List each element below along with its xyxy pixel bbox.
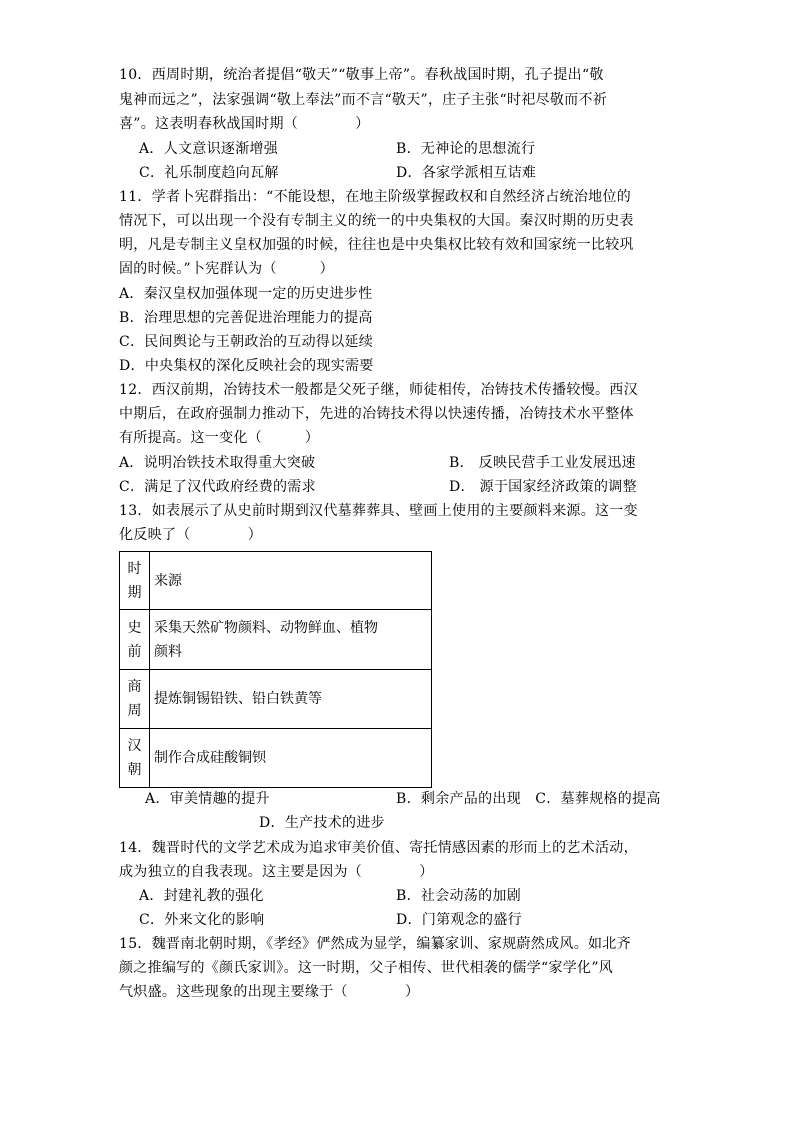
table-row-source (150, 670, 432, 729)
question-11-stem-line-3: 明，凡是专制主义皇权加强的时候，往往也是中央集权比较有效和国家统一比较巩 (119, 237, 634, 253)
question-15-stem-line-1: 15．魏晋南北朝时期，《孝经》俨然成为显学，编纂家训、家规蔚然成风。如北齐 (119, 936, 631, 952)
question-15-stem-line-3: 气炽盛。这些现象的出现主要缘于（ ） (119, 984, 420, 1000)
question-10-stem-line-2: 鬼神而远之”，法家强调“敬上奉法”而不言“敬天”，庄子主张“时祀尽敬而不祈 (119, 92, 608, 108)
table-row-source-line-1: 采集天然矿物颜料、动物鲜血、植物 (154, 619, 378, 636)
table-header-source: 来源 (150, 552, 432, 610)
question-11-option-b: B．治理思想的完善促进治理能力的提高 (119, 310, 373, 326)
table-header-period-char-1: 时 (127, 560, 142, 577)
table-row-source (150, 729, 432, 788)
question-12-stem-line-2: 中期后，在政府强制力推动下，先进的冶铸技术得以快速传播，冶铸技术水平整体 (119, 406, 634, 422)
question-11-option-d: D．中央集权的深化反映社会的现实需要 (119, 358, 374, 374)
table-row-period (120, 670, 150, 729)
question-13-option-a: A．审美情趣的提升 (145, 791, 270, 807)
question-11-stem-line-4: 固的时候。”卜宪群认为（ ） (119, 261, 334, 277)
pigment-source-table (119, 551, 432, 788)
question-14-option-d: D．门第观念的盛行 (396, 912, 522, 928)
table-row-period (120, 729, 150, 788)
question-11-stem-line-1: 11．学者卜宪群指出：“不能设想，在地主阶级掌握政权和自然经济占统治地位的 (119, 189, 632, 205)
table-row-period-char-2: 朝 (127, 762, 142, 778)
table-header-row (120, 552, 432, 610)
question-13-option-d: D．生产技术的进步 (259, 815, 385, 831)
question-14-option-c: C．外来文化的影响 (139, 912, 265, 928)
table-row-period-char-1: 汉 (127, 738, 142, 754)
question-12-stem-line-3: 有所提高。这一变化（ ） (119, 430, 320, 446)
table-row (120, 670, 432, 729)
question-14-option-b: B．社会动荡的加剧 (396, 888, 521, 904)
question-13-stem-line-1: 13．如表展示了从史前时期到汉代墓葬葬具、壁画上使用的主要颜料来源。这一变 (119, 503, 638, 519)
table-row-period-char-2: 周 (127, 703, 142, 719)
question-10-stem-line-1: 10．西周时期，统治者提倡“敬天”“敬事上帝”。春秋战国时期，孔子提出“敬 (119, 67, 604, 83)
question-11-option-c: C．民间舆论与王朝政治的互动得以延续 (119, 334, 374, 350)
table-row (120, 729, 432, 788)
question-12-option-d: D． 源于国家经济政策的调整 (449, 479, 637, 495)
question-12-option-c: C．满足了汉代政府经费的需求 (119, 479, 316, 495)
question-13-option-bc: B．剩余产品的出现 C．墓葬规格的提高 (396, 791, 661, 807)
question-13-stem-line-2: 化反映了（ ） (119, 527, 262, 543)
table-row (120, 610, 432, 670)
question-10-option-c: C．礼乐制度趋向瓦解 (139, 165, 279, 181)
question-12-stem-line-1: 12．西汉前期，冶铸技术一般都是父死子继，师徒相传，冶铸技术传播较慢。西汉 (119, 382, 638, 398)
table-header-period (120, 552, 150, 610)
question-10-option-a: A．人文意识逐渐增强 (139, 141, 279, 157)
table-header-period-char-2: 期 (127, 584, 142, 601)
question-14-option-a: A．封建礼教的强化 (139, 888, 264, 904)
table-row-period-char-2: 前 (127, 643, 142, 660)
question-15-stem-line-2: 颜之推编写的《颜氏家训》。这一时期，父子相传、世代相袭的儒学“家学化”风 (119, 960, 614, 976)
table-row-source-line-2: 颜料 (154, 643, 182, 660)
table-row-source-line-1: 提炼铜锡铅铁、铅白铁黄等 (154, 691, 322, 707)
question-10-stem-line-3: 喜”。这表明春秋战国时期（ ） (119, 116, 370, 132)
table-row-period-char-1: 史 (127, 619, 142, 636)
question-12-option-b: B． 反映民营手工业发展迅速 (449, 455, 636, 471)
question-11-option-a: A．秦汉皇权加强体现一定的历史进步性 (119, 286, 373, 302)
question-12-option-a: A．说明冶铁技术取得重大突破 (119, 455, 316, 471)
question-10-option-d: D．各家学派相互诘难 (396, 165, 537, 181)
table-row-source-line-1: 制作合成硅酸铜钡 (154, 750, 266, 766)
question-11-stem-line-2: 情况下，可以出现一个没有专制主义的统一的中央集权的大国。秦汉时期的历史表 (119, 213, 634, 229)
question-14-stem-line-1: 14．魏晋时代的文学艺术成为追求审美价值、寄托情感因素的形而上的艺术活动， (119, 840, 638, 856)
question-14-stem-line-2: 成为独立的自我表现。这主要是因为（ ） (119, 864, 434, 880)
table-row-period (120, 610, 150, 670)
table-row-source (150, 610, 432, 670)
table-row-period-char-1: 商 (127, 679, 142, 695)
question-10-option-b: B．无神论的思想流行 (396, 141, 536, 157)
